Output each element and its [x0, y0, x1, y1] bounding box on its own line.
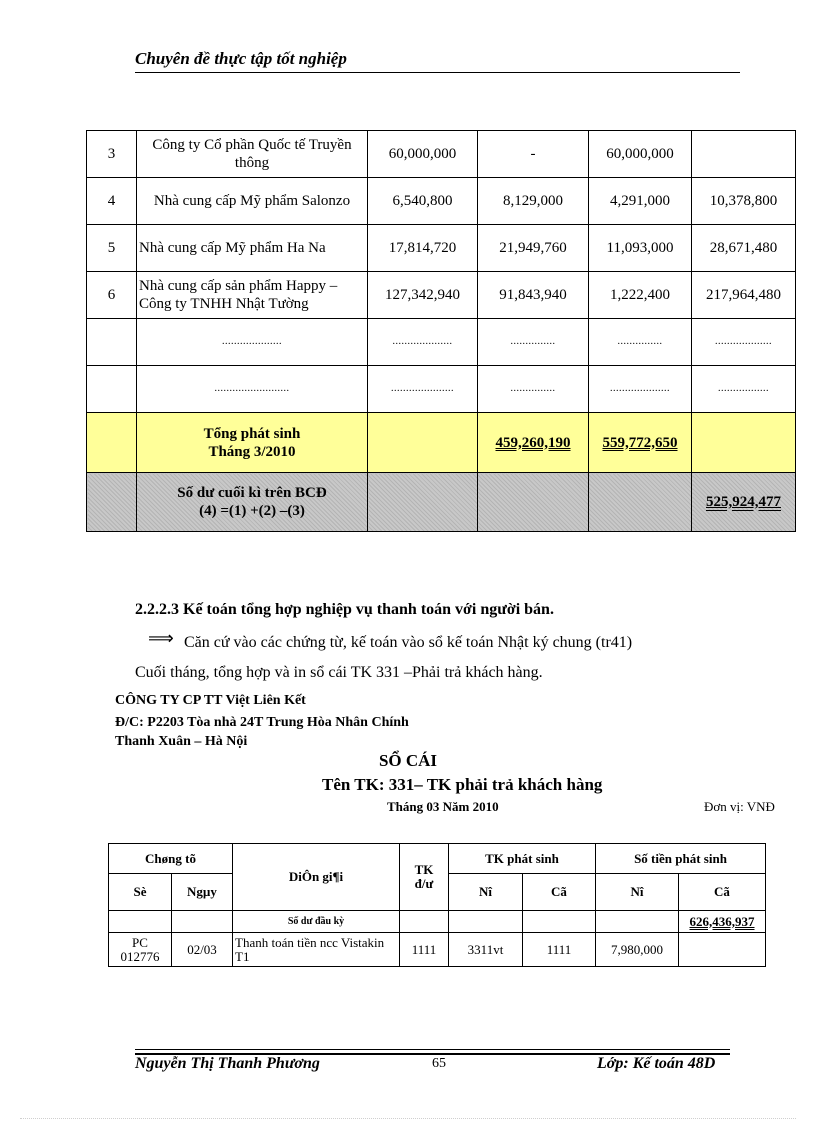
dots-cell: ............... [478, 366, 589, 413]
amount-cell: 21,949,760 [478, 225, 589, 272]
dots-cell: ............... [589, 319, 692, 366]
arising-header: TK phát sinh [449, 844, 596, 874]
dots-cell: .................... [368, 319, 478, 366]
ending-value [692, 473, 796, 532]
number-header: Sè [109, 874, 172, 911]
row-number: 3 [87, 131, 137, 178]
ledger-table [108, 843, 766, 967]
voucher-header: Chøng tõ [109, 844, 233, 874]
total-credit-value: 559,772,650 [602, 434, 678, 451]
supplier-balance-table [86, 130, 796, 532]
section-heading: 2.2.2.3 Kế toán tổng hợp nghiệp vụ thanh toán với người bán. [135, 601, 554, 618]
dots-cell: .................... [137, 319, 368, 366]
amount-cell: 91,843,940 [478, 272, 589, 319]
amount-cell: 6,540,800 [368, 178, 478, 225]
total-label-line2: Tháng 3/2010 [208, 443, 296, 460]
empty-cell [87, 413, 137, 473]
total-debit-value: 459,260,190 [495, 434, 571, 451]
date-header: Ngµy [172, 874, 233, 911]
amount-cell [692, 131, 796, 178]
empty-cell [368, 473, 478, 532]
page-number: 65 [432, 1056, 446, 1071]
voucher-number: PC 012776 [109, 933, 172, 967]
total-label [137, 413, 368, 473]
currency-unit: Đơn vị: VNĐ [704, 799, 775, 814]
ledger-header-row [109, 844, 766, 874]
amount-cell: 10,378,800 [692, 178, 796, 225]
table-row-placeholder [87, 366, 796, 413]
empty-cell [449, 911, 523, 933]
company-district: Thanh Xuân – Hà Nội [115, 734, 248, 749]
opening-balance-row [109, 911, 766, 933]
row-number: 5 [87, 225, 137, 272]
amount-cell: 60,000,000 [368, 131, 478, 178]
dots-cell: ................. [692, 366, 796, 413]
arising-debit-header: Nî [449, 874, 523, 911]
amount-cell: 60,000,000 [589, 131, 692, 178]
table-row [87, 131, 796, 178]
ledger-account: Tên TK: 331– TK phải trả khách hàng [322, 775, 603, 794]
credit-account: 1111 [523, 933, 596, 967]
amount-cell: 11,093,000 [589, 225, 692, 272]
du-header-label: đ/ư [414, 876, 434, 891]
empty-cell [172, 911, 233, 933]
paragraph-1: Căn cứ vào các chứng từ, kế toán vào sổ kế toán Nhật ký chung (tr41) [184, 634, 633, 651]
paragraph-2: Cuối tháng, tổng hợp và in sổ cái TK 331 –Phải trả khách hàng. [135, 664, 543, 681]
total-debit [478, 413, 589, 473]
credit-amount [679, 933, 766, 967]
empty-cell [109, 911, 172, 933]
empty-cell [368, 413, 478, 473]
table-row-placeholder [87, 319, 796, 366]
row-number: 4 [87, 178, 137, 225]
tk-header-label: TK [414, 862, 434, 877]
opening-credit-value: 626,436,937 [689, 913, 755, 929]
footer-author: Nguyễn Thị Thanh Phương [135, 1055, 320, 1072]
row-number: 6 [87, 272, 137, 319]
empty-cell [87, 319, 137, 366]
supplier-name: Công ty Cổ phần Quốc tế Truyền thông [137, 131, 368, 178]
arrow-icon: ⟹ [148, 628, 174, 648]
amount-cell: 217,964,480 [692, 272, 796, 319]
ending-label-line1: Số dư cuối kì trên BCĐ [177, 485, 327, 501]
ledger-month: Tháng 03 Năm 2010 [387, 799, 499, 814]
empty-cell [523, 911, 596, 933]
empty-cell [589, 473, 692, 532]
tk-du: 1111 [400, 933, 449, 967]
supplier-name: Nhà cung cấp Mỹ phẩm Ha Na [137, 225, 368, 272]
table-row [87, 225, 796, 272]
amount-cell: 127,342,940 [368, 272, 478, 319]
page-edge [20, 1118, 796, 1119]
supplier-name: Nhà cung cấp Mỹ phẩm Salonzo [137, 178, 368, 225]
opening-label: Số dư đầu kỳ [233, 911, 400, 933]
empty-cell [478, 473, 589, 532]
ending-balance-row [87, 473, 796, 532]
header-rule [135, 72, 740, 73]
empty-cell [87, 366, 137, 413]
table-row [87, 272, 796, 319]
amount-header: Số tiền phát sinh [596, 844, 766, 874]
amount-cell: - [478, 131, 589, 178]
ledger-title: SỔ CÁI [378, 751, 438, 770]
debit-account: 3311vt [449, 933, 523, 967]
dots-cell: ......................... [137, 366, 368, 413]
table-row [109, 933, 766, 967]
table-row [87, 178, 796, 225]
amount-debit-header: Nî [596, 874, 679, 911]
amount-cell: 1,222,400 [589, 272, 692, 319]
total-credit [589, 413, 692, 473]
dots-cell: .................... [589, 366, 692, 413]
ending-balance-value: 525,924,477 [706, 494, 781, 510]
dots-cell: ..................... [368, 366, 478, 413]
footer-class: Lớp: Kế toán 48D [597, 1055, 716, 1072]
empty-cell [692, 413, 796, 473]
amount-cell: 17,814,720 [368, 225, 478, 272]
description-header: DiÔn gi¶i [233, 844, 400, 911]
debit-amount: 7,980,000 [596, 933, 679, 967]
ending-label-line2: (4) =(1) +(2) –(3) [199, 503, 305, 519]
tk-header [400, 844, 449, 911]
empty-cell [596, 911, 679, 933]
amount-cell: 8,129,000 [478, 178, 589, 225]
amount-credit-header: Cã [679, 874, 766, 911]
empty-cell [87, 473, 137, 532]
footer-rule [135, 1049, 730, 1050]
voucher-date: 02/03 [172, 933, 233, 967]
supplier-name: Nhà cung cấp sản phẩm Happy – Công ty TNHH Nhật Tường [137, 272, 368, 319]
company-name: CÔNG TY CP TT Việt Liên Kết [115, 693, 306, 708]
description: Thanh toán tiền ncc Vistakin T1 [233, 933, 400, 967]
dots-cell: ............... [478, 319, 589, 366]
company-address: Đ/C: P2203 Tòa nhà 24T Trung Hòa Nhân Chính [115, 715, 409, 730]
amount-cell: 28,671,480 [692, 225, 796, 272]
ending-label [137, 473, 368, 532]
total-label-line1: Tổng phát sinh [203, 425, 301, 442]
opening-credit [679, 911, 766, 933]
empty-cell [400, 911, 449, 933]
amount-cell: 4,291,000 [589, 178, 692, 225]
dots-cell: ................... [692, 319, 796, 366]
arising-credit-header: Cã [523, 874, 596, 911]
header-title: Chuyên đề thực tập tốt nghiệp [135, 49, 347, 68]
total-row [87, 413, 796, 473]
